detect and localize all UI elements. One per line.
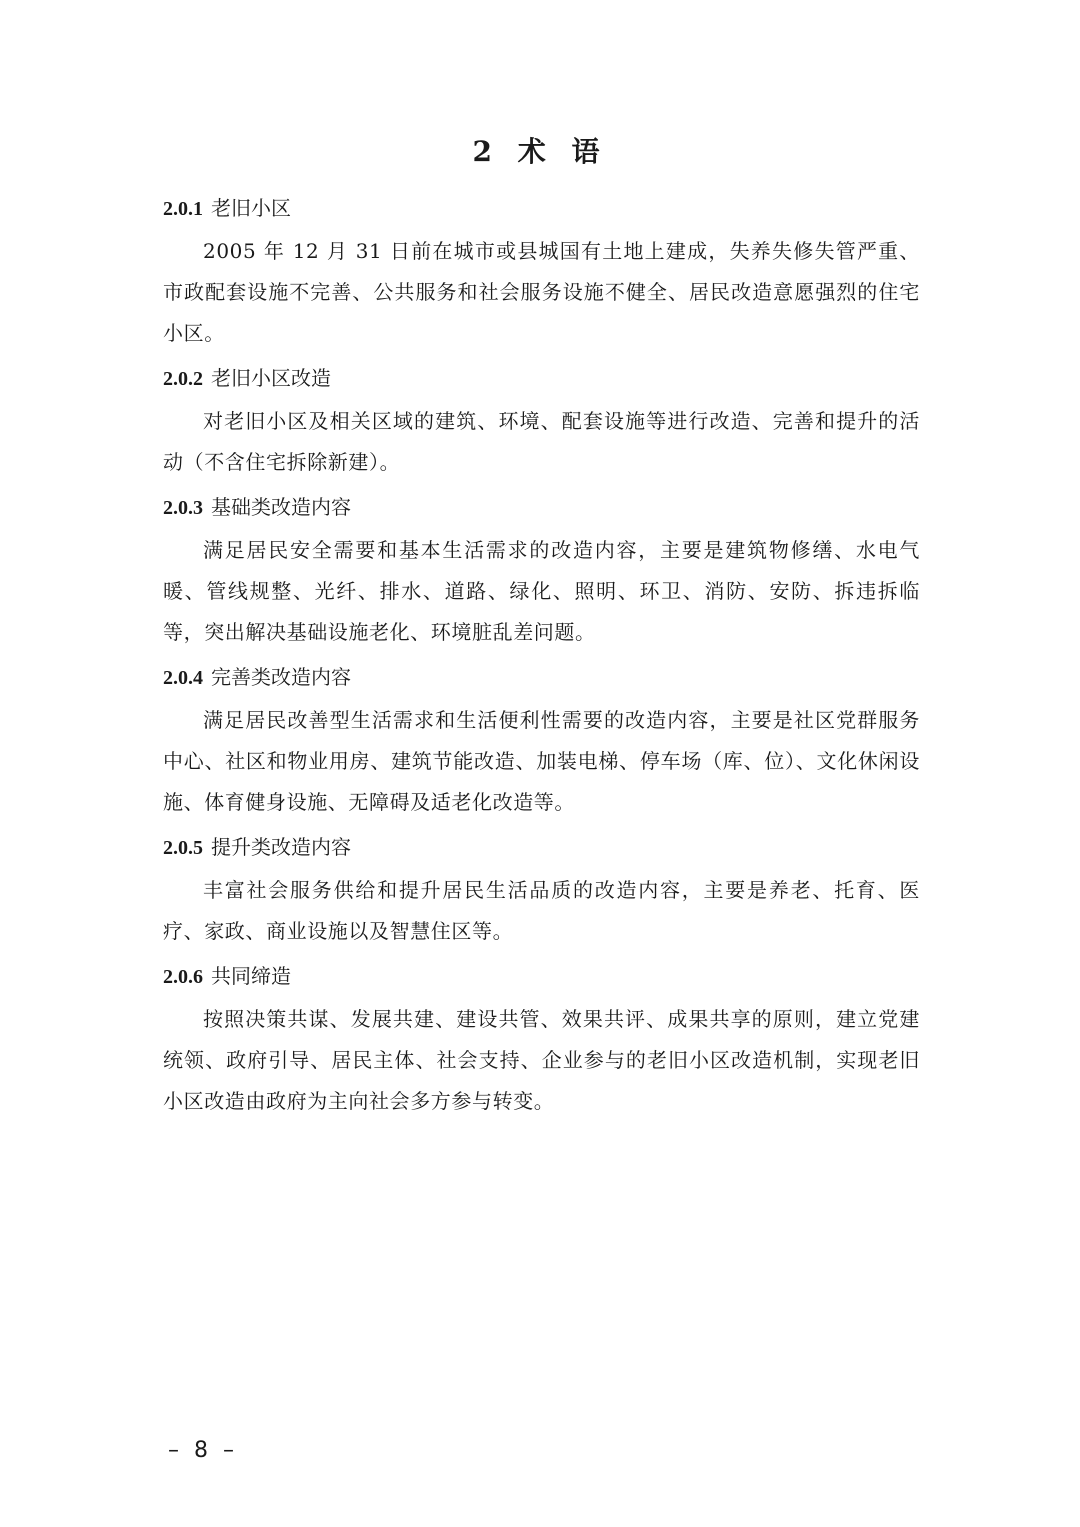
term-name: 老旧小区改造	[211, 366, 331, 390]
term-definition: 满足居民改善型生活需求和生活便利性需要的改造内容，主要是社区党群服务中心、社区和物业用房、建筑节能改造、加装电梯、停车场（库、位）、文化休闲设施、体育健身设施、无障碍及适老化改造等。	[163, 708, 920, 814]
term-number: 2.0.5	[163, 837, 203, 859]
page-number: – 8 –	[168, 1438, 238, 1463]
term-definition: 2005 年 12 月 31 日前在城市或县城国有土地上建成，失养失修失管严重、市政配套设施不完善、公共服务和社会服务设施不健全、居民改造意愿强烈的住宅小区。	[163, 239, 920, 345]
term-2-0-1	[163, 190, 920, 354]
chapter-title: 2 术 语	[472, 135, 608, 168]
term-2-0-5	[163, 829, 920, 952]
term-definition: 满足居民安全需要和基本生活需求的改造内容，主要是建筑物修缮、水电气暖、管线规整、光纤、排水、道路、绿化、照明、环卫、消防、安防、拆违拆临等，突出解决基础设施老化、环境脏乱差问题。	[163, 538, 920, 644]
term-heading	[163, 829, 920, 866]
term-number: 2.0.2	[163, 368, 203, 390]
term-heading	[163, 958, 920, 995]
term-2-0-3	[163, 489, 920, 653]
term-name: 共同缔造	[211, 964, 291, 988]
term-2-0-6	[163, 958, 920, 1122]
term-definition: 丰富社会服务供给和提升居民生活品质的改造内容，主要是养老、托育、医疗、家政、商业设施以及智慧住区等。	[163, 878, 920, 943]
term-definition: 按照决策共谋、发展共建、建设共管、效果共评、成果共享的原则，建立党建统领、政府引导、居民主体、社会支持、企业参与的老旧小区改造机制，实现老旧小区改造由政府为主向社会多方参与转变。	[163, 1007, 920, 1113]
terms-section	[163, 190, 920, 1128]
term-number: 2.0.3	[163, 497, 203, 519]
term-2-0-4	[163, 659, 920, 823]
term-heading	[163, 659, 920, 696]
term-number: 2.0.1	[163, 198, 203, 220]
term-number: 2.0.6	[163, 966, 203, 988]
term-name: 基础类改造内容	[211, 495, 351, 519]
term-heading	[163, 360, 920, 397]
term-heading	[163, 190, 920, 227]
term-name: 老旧小区	[211, 196, 291, 220]
term-heading	[163, 489, 920, 526]
term-number: 2.0.4	[163, 667, 203, 689]
term-definition: 对老旧小区及相关区域的建筑、环境、配套设施等进行改造、完善和提升的活动（不含住宅拆除新建）。	[163, 409, 920, 474]
term-name: 提升类改造内容	[211, 835, 351, 859]
term-name: 完善类改造内容	[211, 665, 351, 689]
term-2-0-2	[163, 360, 920, 483]
